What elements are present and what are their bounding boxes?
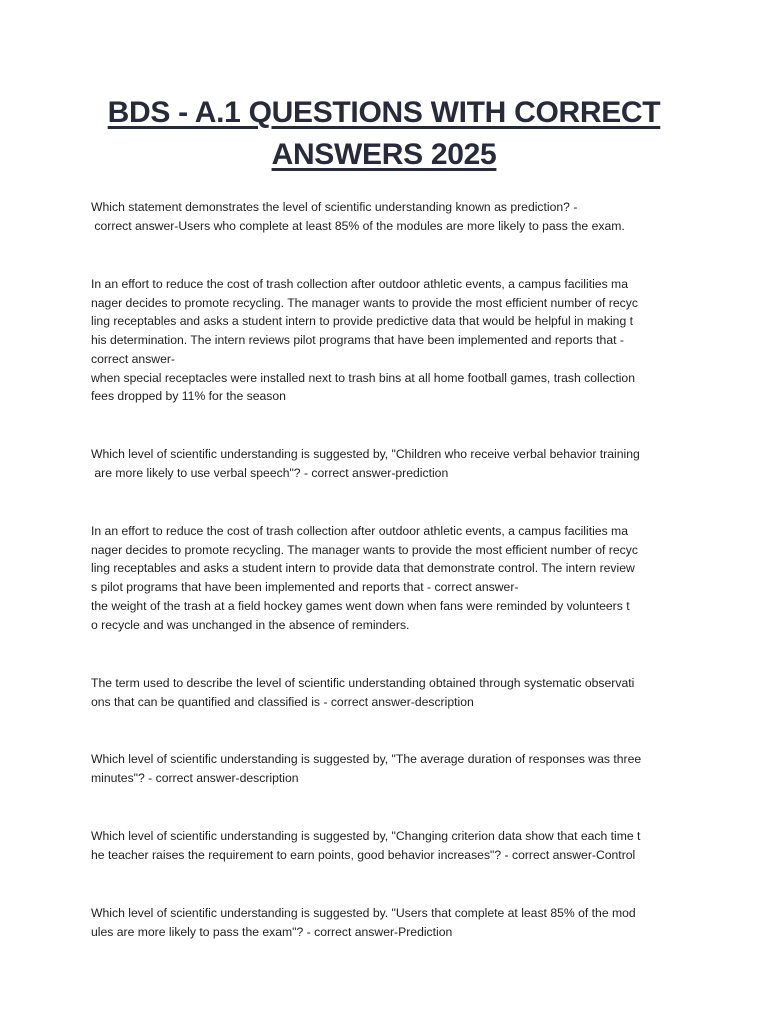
qa-line: fees dropped by 11% for the season: [91, 389, 286, 404]
qa-line: are more likely to use verbal speech"? - correct answer-prediction: [91, 465, 449, 480]
qa-line: correct answer-Users who complete at least 85% of the modules are more likely to pass the exam.: [91, 218, 625, 233]
qa-line: minutes"? - correct answer-description: [91, 770, 299, 785]
qa-item-3: [91, 445, 691, 482]
qa-line: o recycle and was unchanged in the absence of reminders.: [91, 617, 410, 632]
qa-line: The term used to describe the level of scientific understanding obtained through systematic observati: [91, 676, 635, 690]
document-title: [60, 92, 708, 176]
qa-item-5: [91, 674, 691, 711]
qa-item-6: [91, 750, 691, 787]
qa-line: the weight of the trash at a field hockey games went down when fans were reminded by volunteers t: [91, 598, 630, 613]
qa-line: s pilot programs that have been implemented and reports that - correct answer-: [91, 580, 519, 595]
qa-line: his determination. The intern reviews pilot programs that have been implemented and reports that -: [91, 333, 624, 348]
qa-line: Which level of scientific understanding is suggested by, "Changing criterion data show that each time t: [91, 829, 641, 843]
qa-line: In an effort to reduce the cost of trash collection after outdoor athletic events, a campus facilities ma: [91, 277, 628, 291]
qa-line: ons that can be quantified and classified is - correct answer-description: [91, 694, 474, 709]
qa-item-1: [91, 198, 691, 235]
qa-line: ling receptables and asks a student intern to provide predictive data that would be helpful in making t: [91, 314, 633, 329]
qa-item-7: [91, 827, 691, 864]
qa-line: ling receptables and asks a student intern to provide data that demonstrate control. The intern review: [91, 561, 635, 576]
qa-line: Which level of scientific understanding is suggested by, "Children who receive verbal behavior training: [91, 447, 640, 461]
qa-line: ules are more likely to pass the exam"? - correct answer-Prediction: [91, 924, 453, 939]
qa-line: nager decides to promote recycling. The manager wants to provide the most efficient number of recyc: [91, 542, 638, 557]
document-title-text: BDS - A.1 QUESTIONS WITH CORRECT ANSWERS 2025: [107, 96, 661, 171]
qa-line: correct answer-: [91, 351, 175, 366]
qa-item-4: [91, 522, 691, 634]
qa-item-8: [91, 904, 691, 941]
qa-line: he teacher raises the requirement to earn points, good behavior increases"? - correct answer-Control: [91, 847, 636, 862]
qa-line: Which level of scientific understanding is suggested by, "The average duration of responses was three: [91, 752, 642, 766]
qa-line: Which level of scientific understanding is suggested by. "Users that complete at least 85% of the mod: [91, 906, 636, 920]
qa-line: Which statement demonstrates the level of scientific understanding known as prediction? -: [91, 200, 578, 214]
qa-line: when special receptacles were installed next to trash bins at all home football games, trash collection: [91, 370, 635, 385]
qa-item-2: [91, 275, 691, 406]
qa-line: nager decides to promote recycling. The manager wants to provide the most efficient number of recyc: [91, 295, 638, 310]
qa-line: In an effort to reduce the cost of trash collection after outdoor athletic events, a campus facilities ma: [91, 524, 628, 538]
